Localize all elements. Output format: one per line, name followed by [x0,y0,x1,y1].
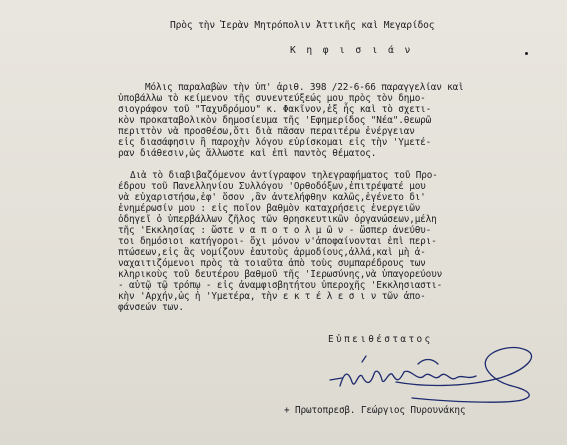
paragraph-2-line: ναχαιτιζόμενοι πρὸς τὰ τοιαῦτα ἀπὸ τοὺς συμπαρέδρους των [118,258,426,269]
place-end-dot [525,52,528,55]
paragraph-1-line: περιττὸν νὰ προσθέσω,ὅτι διὰ πᾶσαν περαιτέρω ἐνέργειαν [118,126,415,137]
paragraph-2-line: τοι δημόσιοι κατήγοροι- ὄχι μόνον ν'ἀποφαίνονται ἐπὶ περι- [118,236,437,247]
paragraph-2-line: έδρου τοῦ Πανελληνίου Συλλόγου 'Ορθοδόξων,ἐπιτρέψατέ μου [118,181,426,192]
paragraph-2-line: ἐνημέρωσίν μου : εἰς ποῖον βαθμὸν καταχρήσεις ἐνεργειῶν [118,203,421,214]
paragraph-1-line: εἰς διασάφησιν ἢ παροχὴν λόγου εὑρίσκομαι εἰς τὴν 'Υμετέ- [118,137,432,148]
paragraph-1-line: σιογράφον τοῦ "Ταχυδρόμου" κ. Φακῖνον,ἐξ ἧς καὶ τὸ σχετι- [118,104,432,115]
paragraph-2-line: κληρικοὺς τοῦ δευτέρου βαθμοῦ τῆς 'Ιερωσύνης,νὰ ὑπαγορεύουν [118,269,443,280]
paragraph-2-line: νὰ εὐχαριστήσω,ἐφ' ὅσον ,ἂν ἀντελήφθην καλῶς,ἐγένετο δι' [118,192,426,203]
paragraph-2-line: - αὐτῷ τῷ τρόπῳ - εἰς ἀναμφισβητήτου ὑπεροχῆς 'Εκκλησιαστι- [118,280,443,291]
paragraph-2-line: Διὰ τὸ διαβιβαζόμενον ἀντίγραφον τηλεγραφήματος τοῦ Προ- [130,170,438,181]
place-line: Κ η φ ι σ ι ά ν [290,45,413,56]
paragraph-1-line: κὸν προκαταβολικὸν δημοσίευμα τῆς 'Εφημερίδος "Νέα".θεωρῶ [118,115,432,126]
signatory-name: + Πρωτοπρεσβ. Γεώργιος Πυρουνάκης [284,405,466,416]
paragraph-2-line: κὴν 'Αρχήν,ὡς ἡ 'Υμετέρα, τὴν ε κ τ έ λ ε σ ι ν τῶν ἀπο- [118,291,426,302]
paragraph-1-line: ραν διάθεσιν,ὡς ἄλλωστε καὶ ἐπὶ παντὸς θέματος. [118,148,377,159]
handwritten-signature [300,342,550,404]
paragraph-2-line: ὁδηγεῖ ὁ ὑπερβάλλων ζῆλος τῶν θρησκευτικῶν ὀργανώσεων,μέλη [118,214,437,225]
paragraph-2-line: τῆς 'Εκκλησίας : ὥστε ν α π ο τ ο λ μ ῶ ν - ὥσπερ ἀνεύθυ- [118,225,432,236]
paragraph-1-line: Μόλις παραλαβὼν τὴν ὑπ' ἀριθ. 398 /22-6-66 παραγγελίαν καὶ [145,82,464,93]
paragraph-2-line: πτώσεων,εἰς ἃς νομίζουν ἑαυτοὺς ἁρμοδίους,ἀλλά,καὶ μὴ ἀ- [118,247,426,258]
salutation: Εὐπειθέστατος [328,334,433,345]
paragraph-1-line: ὑποβάλλω τὸ κείμενον τῆς συνεντεύξεώς μου πρὸς τὸν δημο- [118,93,426,104]
addressee-line: Πρὸς τὴν Ἱερὰν Μητρόπολιν Ἀττικῆς καὶ Μεγαρίδος [170,20,435,31]
paragraph-2-line: φάνσεών των. [118,302,184,313]
